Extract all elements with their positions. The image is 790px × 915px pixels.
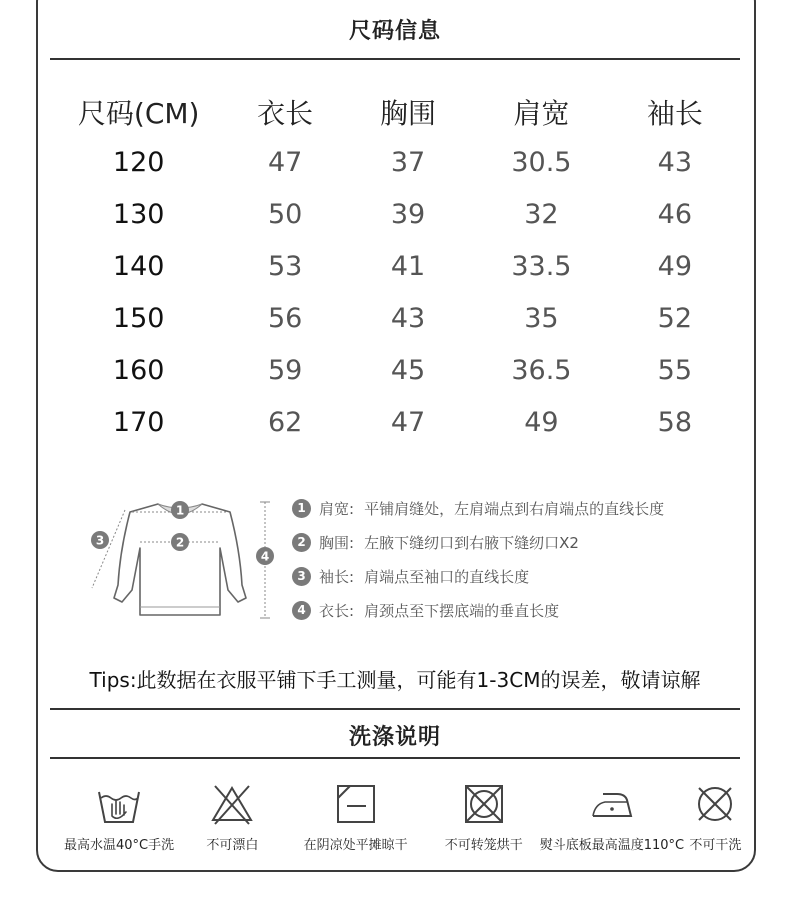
wash-section-title: 洗涤说明: [348, 725, 441, 750]
table-cell: 56: [267, 302, 303, 334]
table-row: [55, 344, 735, 396]
care-item: [538, 778, 686, 853]
table-cell: 35: [524, 302, 559, 334]
care-item: [282, 778, 430, 853]
diagram-marker-4: [256, 547, 274, 565]
table-cell: 49: [657, 250, 692, 282]
hand-wash-icon: [95, 778, 143, 830]
measurement-desc: 肩颈点至下摆底端的垂直长度: [364, 601, 560, 620]
table-cell: 41: [390, 250, 426, 282]
table-cell: 47: [267, 146, 303, 178]
care-item: [55, 778, 183, 853]
dry-flat-shade-icon: [334, 778, 378, 830]
table-cell: 43: [657, 146, 692, 178]
table-cell: 47: [390, 406, 426, 438]
column-header: 袖长: [646, 97, 703, 130]
sweater-diagram: [70, 490, 285, 630]
svg-text:2: 2: [175, 535, 185, 550]
no-bleach-icon: [209, 778, 255, 830]
table-row: [55, 240, 735, 292]
diagram-marker-3: [91, 531, 109, 549]
measurement-item: [292, 525, 664, 559]
svg-text:1: 1: [175, 503, 185, 518]
tips-text: Tips:此数据在衣服平铺下手工测量，可能有1-3CM的误差，敬请谅解: [89, 668, 701, 692]
svg-text:3: 3: [95, 533, 105, 548]
table-cell: 45: [390, 354, 426, 386]
no-tumble-dry-icon: [462, 778, 506, 830]
measurement-key: 胸围:: [319, 533, 355, 552]
no-dry-clean-icon: [693, 778, 737, 830]
wash-bottom-divider: [50, 757, 740, 759]
title-divider: [50, 58, 740, 60]
care-label: 最高水温40°C手洗: [64, 838, 175, 853]
table-cell: 49: [524, 406, 559, 438]
table-cell: 36.5: [511, 354, 572, 386]
care-label: 熨斗底板最高温度110°C: [539, 838, 685, 853]
number-badge: 4: [292, 601, 311, 620]
table-cell: 150: [112, 302, 165, 334]
measurement-key: 肩宽:: [319, 499, 355, 518]
care-label: 不可干洗: [689, 838, 742, 853]
table-cell: 58: [657, 406, 692, 438]
table-cell: 170: [112, 406, 165, 438]
care-instructions: [55, 778, 745, 853]
table-cell: 53: [267, 250, 303, 282]
number-badge: 2: [292, 533, 311, 552]
size-table: [55, 88, 735, 448]
table-cell: 160: [112, 354, 165, 386]
table-row: [55, 396, 735, 448]
measurement-item: [292, 559, 664, 593]
care-label: 不可漂白: [206, 838, 259, 853]
table-cell: 43: [390, 302, 426, 334]
table-row: [55, 292, 735, 344]
care-label: 不可转笼烘干: [444, 838, 523, 853]
table-cell: 59: [267, 354, 303, 386]
table-cell: 130: [112, 198, 165, 230]
table-cell: 55: [657, 354, 692, 386]
measurement-key: 衣长:: [319, 601, 355, 620]
measurement-desc: 肩端点至袖口的直线长度: [364, 567, 530, 586]
column-header: 胸围: [380, 97, 437, 130]
care-item: [686, 778, 745, 853]
number-badge: 3: [292, 567, 311, 586]
table-cell: 120: [112, 146, 165, 178]
diagram-marker-2: [171, 533, 189, 551]
table-cell: 33.5: [511, 250, 572, 282]
column-header: 肩宽: [513, 97, 570, 130]
table-cell: 30.5: [511, 146, 572, 178]
table-cell: 140: [112, 250, 165, 282]
table-cell: 62: [267, 406, 303, 438]
table-row: [55, 188, 735, 240]
table-cell: 46: [657, 198, 692, 230]
measurement-desc: 平铺肩缝处，左肩端点到右肩端点的直线长度: [364, 499, 665, 518]
svg-text:4: 4: [260, 549, 270, 564]
diagram-marker-1: [171, 501, 189, 519]
column-header: 衣长: [257, 97, 314, 130]
column-header: 尺码(CM): [77, 97, 200, 130]
size-section-title: 尺码信息: [348, 19, 441, 44]
table-cell: 50: [267, 198, 303, 230]
iron-icon: [587, 778, 637, 830]
measurement-item: [292, 491, 664, 525]
table-cell: 39: [390, 198, 426, 230]
wash-top-divider: [50, 708, 740, 710]
table-cell: 32: [524, 198, 559, 230]
number-badge: 1: [292, 499, 311, 518]
care-label: 在阴凉处平摊晾干: [303, 838, 408, 853]
table-cell: 52: [657, 302, 692, 334]
measurement-key: 袖长:: [319, 567, 355, 586]
measurement-item: [292, 593, 664, 627]
measurement-desc: 左腋下缝纫口到右腋下缝纫口X2: [364, 533, 579, 552]
measurement-legend: [292, 491, 664, 627]
care-item: [183, 778, 282, 853]
table-header-row: [55, 88, 735, 136]
care-item: [430, 778, 538, 853]
table-row: [55, 136, 735, 188]
table-cell: 37: [390, 146, 426, 178]
